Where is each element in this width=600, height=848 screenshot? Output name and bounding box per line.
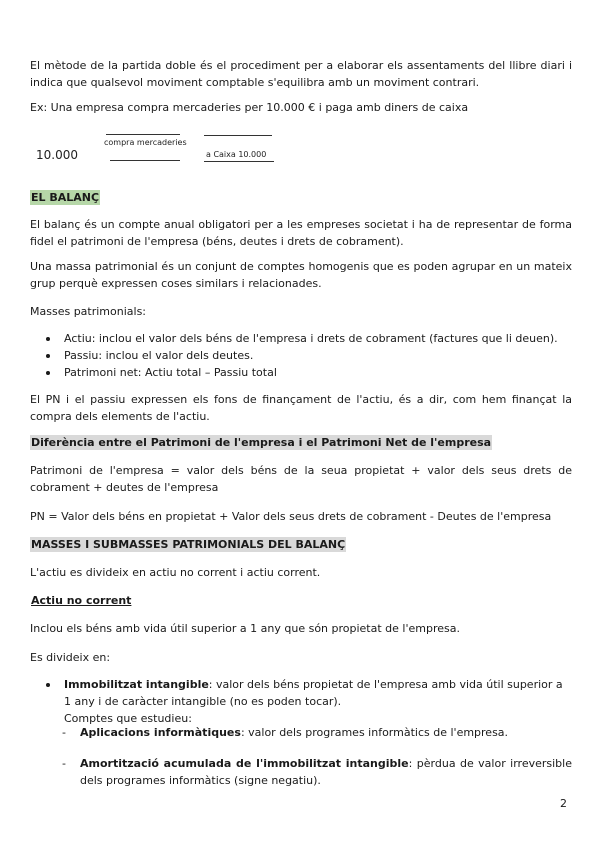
masses-paragraph: L'actiu es divideix en actiu no corrent i actiu corrent. <box>30 566 321 579</box>
non-current-heading: Actiu no corrent <box>31 594 132 607</box>
list-item <box>30 676 572 727</box>
example-text: Ex: Una empresa compra mercaderies per 10.000 € i paga amb diners de caixa <box>30 101 469 114</box>
list-item: Patrimoni net: Actiu total – Passiu total <box>30 364 572 381</box>
masses-heading: MASSES I SUBMASSES PATRIMONIALS DEL BALANÇ <box>31 538 346 551</box>
bullet-icon <box>46 354 50 358</box>
pn-paragraph: El PN i el passiu expressen els fons de finançament de l'actiu, és a dir, com hem finançat la compra dels elements de l'actiu. <box>30 393 572 423</box>
account-item <box>62 755 572 789</box>
masses-label: Masses patrimonials: <box>30 305 147 318</box>
account-text: : pèrdua de valor irreversible dels programes informàtics (signe negatiu). <box>80 757 572 787</box>
debit-amount: 10.000 <box>36 148 78 162</box>
account-title: Aplicacions informàtiques <box>80 726 241 739</box>
difference-paragraph-2: PN = Valor dels béns en propietat + Valor dels seus drets de cobrament - Deutes de l'empresa <box>30 510 552 523</box>
journal-rule-top-right <box>204 135 272 136</box>
balance-heading: EL BALANÇ <box>31 191 100 204</box>
bullet-icon <box>46 683 50 687</box>
account-title: Amortització acumulada de l'immobilitzat intangible <box>80 757 409 770</box>
accounts-label: Comptes que estudieu: <box>64 712 192 725</box>
journal-rule-bottom-left <box>110 160 180 161</box>
item-text: : valor dels béns propietat de l'empresa amb vida útil superior a 1 any i de caràcter intangible (no es poden tocar). <box>64 678 563 708</box>
account-text: : valor dels programes informàtics de l'empresa. <box>240 726 509 739</box>
non-current-paragraph-1: Inclou els béns amb vida útil superior a 1 any que són propietat de l'empresa. <box>30 622 460 635</box>
non-current-list <box>30 676 572 727</box>
item-title: Immobilitzat intangible <box>64 678 209 691</box>
journal-rule-top-left <box>106 134 180 135</box>
list-item: Actiu: inclou el valor dels béns de l'empresa i drets de cobrament (factures que li deuen). <box>30 330 572 347</box>
page-number: 2 <box>560 797 567 810</box>
account-item <box>62 724 572 741</box>
list-item: Passiu: inclou el valor dels deutes. <box>30 347 572 364</box>
journal-rule-bottom-right <box>204 161 274 162</box>
masses-list <box>30 330 572 381</box>
balance-paragraph-1: El balanç és un compte anual obligatori per a les empreses societat i ha de representar de forma fidel el patrimoni de l'empresa (béns, deutes i drets de cobrament). <box>30 218 572 248</box>
bullet-icon <box>46 371 50 375</box>
balance-paragraph-2: Una massa patrimonial és un conjunt de comptes homogenis que es poden agrupar en un mateix grup perquè expressen coses similars i relacionades. <box>30 260 572 290</box>
bullet-icon <box>46 337 50 341</box>
non-current-paragraph-2: Es divideix en: <box>30 651 111 664</box>
difference-paragraph-1: Patrimoni de l'empresa = valor dels béns de la seua propietat + valor dels seus drets de cobrament + deutes de l'empresa <box>30 464 572 494</box>
intro-paragraph: El mètode de la partida doble és el procediment per a elaborar els assentaments del llibre diari i indica que qualsevol moviment comptable s'equilibra amb un moviment contrari. <box>30 59 572 89</box>
dash-marker: - <box>62 757 66 770</box>
difference-heading: Diferència entre el Patrimoni de l'empresa i el Patrimoni Net de l'empresa <box>31 436 492 449</box>
debit-account: compra mercaderies <box>104 138 187 147</box>
credit-account: a Caixa 10.000 <box>206 150 267 159</box>
dash-marker: - <box>62 726 66 739</box>
